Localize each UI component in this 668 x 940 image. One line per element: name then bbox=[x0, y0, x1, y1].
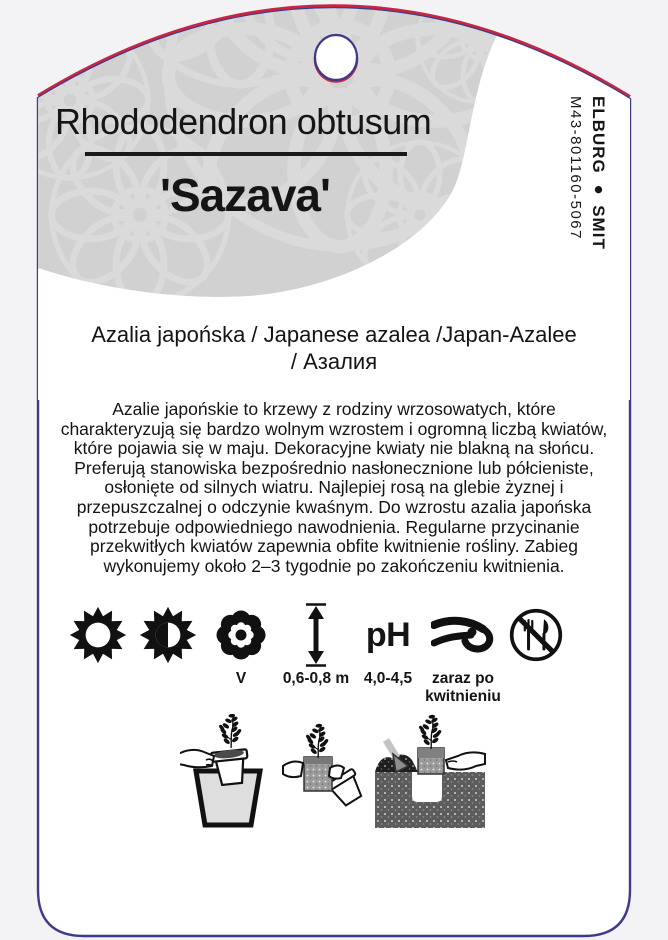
side-brand-text: ELBURG ● SMIT bbox=[589, 96, 608, 250]
planting-pictograms bbox=[180, 714, 490, 838]
cultivar-name: 'Sazava' bbox=[160, 169, 330, 221]
pictogram-soak-rootball bbox=[180, 714, 260, 825]
pruning-time-label: zaraz po kwitnieniu bbox=[425, 670, 501, 705]
common-names-line1: Azalia japońska / Japanese azalea /Japan-Azalee bbox=[91, 322, 577, 347]
flowering-month-label: V bbox=[235, 670, 247, 687]
ph-symbol: pH bbox=[365, 615, 411, 654]
no-food-icon bbox=[508, 602, 564, 668]
common-names bbox=[40, 321, 628, 375]
plant-species-title: Rhododendron obtusum bbox=[55, 101, 432, 142]
height-value-label: 0,6-0,8 m bbox=[282, 670, 350, 687]
pictogram-plant-in-hole bbox=[375, 715, 485, 828]
ph-value-label: 4,0-4,5 bbox=[363, 670, 413, 687]
pictogram-remove-pot bbox=[283, 724, 367, 809]
title-divider-line bbox=[85, 152, 407, 156]
side-product-code: M43-801160-5067 bbox=[567, 96, 584, 240]
care-item-not-edible bbox=[484, 602, 588, 668]
height-arrow-icon bbox=[301, 602, 331, 668]
hole-punch bbox=[315, 35, 357, 80]
flower-icon bbox=[213, 602, 269, 668]
description-text: Azalie japońskie to krzewy z rodziny wrzosowatych, które charakteryzują się bardzo wolnym wzrostem i ogromną liczbą kwiatów, które pojawia się w maju. Dekoracyjne kwiaty nie blakną na słońcu. Preferują stanowiska bezpośrednio nasłonecznione lub półcieniste, osłonięte od silnych wiatru. Najlepiej rosą na glebie żyznej i przepuszczalnej o odczynie kwaśnym. Do wzrostu azalia japońska potrzebuje odpowiedniego nawodnienia. Regularne przycinanie przekwitłych kwiatów zapewnia obfite kwitnienie rośliny. Zabieg wykonujemy około 2–3 tygodnie po zakończeniu kwitnienia. bbox=[60, 399, 608, 576]
common-names-line2: / Азалия bbox=[290, 349, 378, 374]
